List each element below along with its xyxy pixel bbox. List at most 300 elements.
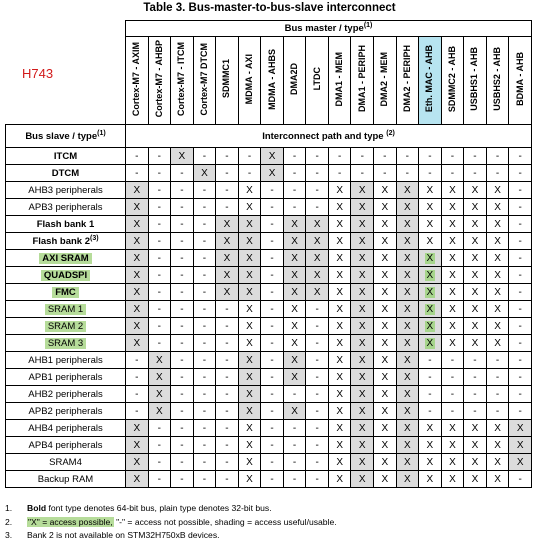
access-cell: -: [441, 148, 464, 165]
access-cell: -: [126, 352, 149, 369]
table-row: [6, 301, 532, 318]
access-cell: -: [351, 148, 374, 165]
access-cell: -: [509, 233, 532, 250]
access-cell: X: [464, 182, 487, 199]
access-cell: X: [396, 267, 419, 284]
access-cell: X: [419, 250, 442, 267]
access-cell: X: [283, 403, 306, 420]
access-cell: -: [509, 182, 532, 199]
access-cell: -: [306, 420, 329, 437]
master-label: DMA1 - MEM: [334, 51, 345, 107]
access-cell: X: [486, 233, 509, 250]
access-cell: -: [351, 165, 374, 182]
access-cell: X: [306, 267, 329, 284]
access-cell: -: [509, 335, 532, 352]
access-cell: X: [441, 284, 464, 301]
access-cell: X: [419, 216, 442, 233]
access-cell: X: [441, 471, 464, 488]
access-cell: -: [216, 182, 239, 199]
access-cell: X: [509, 420, 532, 437]
access-cell: X: [396, 335, 419, 352]
access-cell: X: [328, 335, 351, 352]
access-cell: -: [261, 267, 284, 284]
bus-slave-header: Bus slave / type$^{(1)}$: [6, 125, 126, 148]
slave-label: Backup RAM: [37, 473, 94, 485]
access-cell: -: [261, 301, 284, 318]
access-cell: X: [464, 250, 487, 267]
access-cell: X: [126, 335, 149, 352]
slave-cell: [6, 301, 126, 318]
access-cell: -: [261, 335, 284, 352]
access-cell: X: [351, 250, 374, 267]
access-cell: X: [464, 301, 487, 318]
access-cell: X: [419, 335, 442, 352]
access-cell: -: [148, 437, 171, 454]
access-cell: -: [283, 165, 306, 182]
access-cell: -: [148, 148, 171, 165]
access-cell: -: [486, 148, 509, 165]
access-cell: X: [374, 199, 397, 216]
access-cell: X: [238, 216, 261, 233]
access-cell: X: [328, 284, 351, 301]
slave-label: SRAM 3: [47, 337, 84, 349]
master-label: BDMA - AHB: [514, 52, 525, 106]
access-cell: X: [328, 403, 351, 420]
access-cell: X: [238, 471, 261, 488]
access-cell: X: [238, 454, 261, 471]
access-cell: -: [126, 386, 149, 403]
access-cell: -: [148, 318, 171, 335]
access-cell: X: [374, 454, 397, 471]
access-cell: X: [396, 182, 419, 199]
access-cell: X: [238, 386, 261, 403]
access-cell: X: [283, 352, 306, 369]
access-cell: -: [509, 216, 532, 233]
access-cell: X: [238, 199, 261, 216]
slave-cell: [6, 199, 126, 216]
access-cell: X: [464, 267, 487, 284]
access-cell: -: [238, 148, 261, 165]
access-cell: X: [509, 454, 532, 471]
access-cell: -: [486, 352, 509, 369]
access-cell: -: [216, 335, 239, 352]
access-cell: -: [509, 318, 532, 335]
access-cell: X: [396, 199, 419, 216]
access-cell: -: [193, 148, 216, 165]
access-cell: X: [396, 301, 419, 318]
master-col-header: [283, 37, 306, 125]
master-col-header: [351, 37, 374, 125]
master-col-header: [171, 37, 194, 125]
slave-label: QUADSPI: [43, 269, 88, 281]
master-col-header: [374, 37, 397, 125]
master-col-header: [441, 37, 464, 125]
master-col-header: [193, 37, 216, 125]
access-cell: -: [216, 165, 239, 182]
access-cell: -: [283, 182, 306, 199]
access-cell: X: [351, 284, 374, 301]
access-cell: X: [419, 233, 442, 250]
access-cell: X: [441, 182, 464, 199]
access-cell: X: [126, 267, 149, 284]
slave-cell: [6, 352, 126, 369]
access-cell: X: [464, 420, 487, 437]
master-label: DMA2 - MEM: [379, 51, 390, 107]
access-cell: -: [306, 318, 329, 335]
access-cell: X: [193, 165, 216, 182]
access-cell: -: [509, 301, 532, 318]
access-cell: -: [486, 165, 509, 182]
access-cell: -: [509, 250, 532, 267]
slave-cell: [6, 403, 126, 420]
access-cell: X: [441, 267, 464, 284]
access-cell: X: [441, 233, 464, 250]
access-cell: -: [419, 403, 442, 420]
access-cell: X: [486, 437, 509, 454]
slave-cell: [6, 165, 126, 182]
footnote-2: 2. "X" = access possible, "-" = access not possible, shading = access useful/usable.: [5, 516, 337, 527]
access-cell: X: [419, 454, 442, 471]
access-cell: -: [171, 471, 194, 488]
access-cell: X: [374, 301, 397, 318]
table-row: [6, 369, 532, 386]
access-cell: -: [171, 335, 194, 352]
master-label: Cortex-M7 - AXIM: [131, 41, 142, 117]
access-cell: X: [351, 454, 374, 471]
access-cell: -: [238, 165, 261, 182]
access-cell: -: [261, 420, 284, 437]
access-cell: -: [261, 318, 284, 335]
table-row: [6, 148, 532, 165]
slave-label: Flash bank 1: [36, 218, 95, 230]
access-cell: -: [306, 403, 329, 420]
access-cell: -: [216, 369, 239, 386]
access-cell: X: [238, 335, 261, 352]
access-cell: -: [216, 199, 239, 216]
access-cell: X: [486, 267, 509, 284]
access-cell: -: [216, 386, 239, 403]
slave-cell: Flash bank 2$^{(3)}$: [6, 233, 126, 250]
master-label: Eth. MAC - AHB: [424, 45, 435, 113]
master-col-header: [306, 37, 329, 125]
access-cell: -: [216, 148, 239, 165]
access-cell: -: [509, 267, 532, 284]
access-cell: X: [464, 284, 487, 301]
access-cell: X: [328, 471, 351, 488]
access-cell: X: [464, 437, 487, 454]
access-cell: -: [171, 386, 194, 403]
access-cell: -: [171, 216, 194, 233]
access-cell: -: [464, 369, 487, 386]
access-cell: -: [171, 233, 194, 250]
access-cell: -: [126, 369, 149, 386]
access-cell: -: [283, 437, 306, 454]
access-cell: -: [171, 437, 194, 454]
access-cell: X: [283, 250, 306, 267]
access-cell: X: [283, 216, 306, 233]
table-row: [6, 318, 532, 335]
access-cell: X: [419, 267, 442, 284]
access-cell: X: [509, 437, 532, 454]
access-cell: -: [148, 454, 171, 471]
access-cell: -: [171, 352, 194, 369]
access-cell: X: [238, 420, 261, 437]
access-cell: X: [328, 386, 351, 403]
bus-master-header: Bus master / type$^{(1)}$: [126, 21, 532, 37]
access-cell: X: [396, 284, 419, 301]
access-cell: X: [396, 250, 419, 267]
access-cell: X: [486, 199, 509, 216]
master-col-header: [396, 37, 419, 125]
slave-cell: [6, 182, 126, 199]
access-cell: X: [419, 182, 442, 199]
access-cell: -: [441, 369, 464, 386]
access-cell: X: [351, 471, 374, 488]
access-cell: X: [238, 369, 261, 386]
access-cell: -: [283, 420, 306, 437]
access-cell: -: [148, 335, 171, 352]
access-cell: X: [419, 284, 442, 301]
master-label: DMA2 - PERIPH: [401, 45, 412, 113]
access-cell: X: [374, 437, 397, 454]
access-cell: -: [193, 250, 216, 267]
master-label: USBHS1 - AHB: [469, 47, 480, 111]
access-cell: -: [126, 403, 149, 420]
access-cell: -: [464, 148, 487, 165]
access-cell: -: [441, 165, 464, 182]
access-cell: -: [193, 182, 216, 199]
access-cell: X: [216, 250, 239, 267]
access-cell: X: [486, 284, 509, 301]
access-cell: X: [328, 301, 351, 318]
footnotes: [5, 502, 535, 543]
access-cell: X: [374, 182, 397, 199]
access-cell: X: [328, 369, 351, 386]
access-cell: X: [374, 471, 397, 488]
table-row: [6, 216, 532, 233]
access-cell: -: [374, 165, 397, 182]
access-cell: X: [374, 267, 397, 284]
slave-label: AHB1 peripherals: [28, 354, 103, 366]
master-col-header: [216, 37, 239, 125]
access-cell: -: [509, 148, 532, 165]
access-cell: X: [351, 369, 374, 386]
access-cell: -: [261, 471, 284, 488]
access-cell: X: [328, 199, 351, 216]
master-col-header: [464, 37, 487, 125]
access-cell: X: [238, 301, 261, 318]
access-cell: -: [216, 403, 239, 420]
access-cell: X: [328, 267, 351, 284]
access-cell: -: [193, 318, 216, 335]
access-cell: -: [306, 199, 329, 216]
slave-cell: [6, 454, 126, 471]
access-cell: X: [283, 335, 306, 352]
table-row: [6, 352, 532, 369]
slave-label: SRAM4: [49, 456, 82, 468]
access-cell: -: [193, 199, 216, 216]
access-cell: X: [419, 318, 442, 335]
access-cell: X: [351, 318, 374, 335]
access-cell: -: [216, 454, 239, 471]
access-cell: X: [126, 233, 149, 250]
access-cell: X: [238, 318, 261, 335]
access-cell: -: [441, 403, 464, 420]
access-cell: X: [351, 386, 374, 403]
access-cell: X: [126, 216, 149, 233]
access-cell: X: [441, 250, 464, 267]
access-cell: -: [148, 420, 171, 437]
access-cell: X: [283, 318, 306, 335]
access-cell: X: [126, 437, 149, 454]
access-cell: -: [261, 403, 284, 420]
access-cell: -: [419, 369, 442, 386]
access-cell: X: [283, 284, 306, 301]
table-row: [6, 233, 532, 250]
access-cell: X: [441, 318, 464, 335]
access-cell: -: [193, 301, 216, 318]
access-cell: X: [374, 335, 397, 352]
access-cell: X: [396, 369, 419, 386]
access-cell: X: [328, 352, 351, 369]
access-cell: X: [486, 250, 509, 267]
access-cell: -: [216, 420, 239, 437]
access-cell: X: [374, 420, 397, 437]
access-cell: X: [328, 318, 351, 335]
slave-label: AHB2 peripherals: [28, 388, 103, 400]
access-cell: -: [193, 369, 216, 386]
access-cell: X: [126, 182, 149, 199]
slave-label: FMC: [55, 286, 76, 298]
interconnect-header: Interconnect path and type $^{(2)}$: [126, 125, 532, 148]
slave-cell: [6, 471, 126, 488]
access-cell: -: [148, 471, 171, 488]
master-label: Cortex-M7 DTCM: [198, 42, 209, 116]
access-cell: -: [171, 182, 194, 199]
access-cell: X: [261, 148, 284, 165]
access-cell: -: [148, 182, 171, 199]
access-cell: -: [486, 403, 509, 420]
access-cell: -: [193, 216, 216, 233]
access-cell: -: [306, 165, 329, 182]
access-cell: X: [238, 352, 261, 369]
access-cell: X: [351, 301, 374, 318]
access-cell: -: [216, 471, 239, 488]
access-cell: -: [486, 369, 509, 386]
access-cell: -: [261, 216, 284, 233]
access-cell: X: [126, 250, 149, 267]
access-cell: -: [148, 165, 171, 182]
access-cell: -: [148, 284, 171, 301]
access-cell: X: [261, 165, 284, 182]
access-cell: -: [171, 267, 194, 284]
access-cell: -: [193, 454, 216, 471]
access-cell: -: [509, 403, 532, 420]
access-cell: X: [374, 233, 397, 250]
access-cell: X: [328, 454, 351, 471]
access-cell: -: [374, 148, 397, 165]
access-cell: -: [464, 352, 487, 369]
access-cell: -: [216, 352, 239, 369]
master-col-header: [419, 37, 442, 125]
interconnect-table: [5, 20, 532, 488]
access-cell: X: [419, 420, 442, 437]
access-cell: X: [238, 182, 261, 199]
table-row: [6, 437, 532, 454]
access-cell: X: [351, 420, 374, 437]
table-row: [6, 182, 532, 199]
access-cell: X: [306, 250, 329, 267]
access-cell: -: [306, 182, 329, 199]
access-cell: -: [441, 352, 464, 369]
slave-cell: [6, 335, 126, 352]
access-cell: -: [306, 454, 329, 471]
access-cell: X: [486, 454, 509, 471]
access-cell: X: [351, 352, 374, 369]
access-cell: X: [306, 216, 329, 233]
table-row: [6, 403, 532, 420]
device-badge: H743: [22, 66, 54, 81]
access-cell: -: [216, 437, 239, 454]
access-cell: X: [486, 420, 509, 437]
access-cell: X: [238, 267, 261, 284]
master-col-header: [148, 37, 171, 125]
access-cell: X: [126, 471, 149, 488]
access-cell: -: [193, 437, 216, 454]
access-cell: X: [441, 199, 464, 216]
access-cell: X: [216, 216, 239, 233]
master-col-header: [238, 37, 261, 125]
access-cell: -: [464, 386, 487, 403]
table-row: [6, 267, 532, 284]
slave-label: DTCM: [51, 167, 80, 179]
table-row: [6, 250, 532, 267]
access-cell: -: [261, 454, 284, 471]
access-cell: -: [261, 386, 284, 403]
access-cell: X: [374, 386, 397, 403]
access-cell: X: [441, 216, 464, 233]
access-cell: X: [351, 437, 374, 454]
access-cell: X: [441, 437, 464, 454]
table-row: [6, 199, 532, 216]
access-cell: X: [374, 369, 397, 386]
access-cell: X: [351, 199, 374, 216]
master-label: MDMA - AHBS: [266, 48, 277, 110]
access-cell: -: [193, 352, 216, 369]
access-cell: X: [374, 352, 397, 369]
access-cell: X: [328, 182, 351, 199]
access-cell: X: [374, 318, 397, 335]
master-col-header: [126, 37, 149, 125]
access-cell: X: [486, 471, 509, 488]
slave-cell: [6, 318, 126, 335]
master-label: DMA1 - PERIPH: [356, 45, 367, 113]
access-cell: X: [126, 454, 149, 471]
access-cell: -: [306, 471, 329, 488]
access-cell: X: [396, 233, 419, 250]
access-cell: X: [126, 301, 149, 318]
access-cell: X: [328, 216, 351, 233]
access-cell: -: [283, 454, 306, 471]
master-label: SDMMC1: [221, 59, 232, 99]
access-cell: -: [193, 267, 216, 284]
access-cell: -: [419, 352, 442, 369]
table-body: [6, 148, 532, 488]
access-cell: X: [238, 250, 261, 267]
access-cell: -: [193, 420, 216, 437]
master-label: MDMA - AXI: [244, 53, 254, 105]
access-cell: X: [396, 386, 419, 403]
